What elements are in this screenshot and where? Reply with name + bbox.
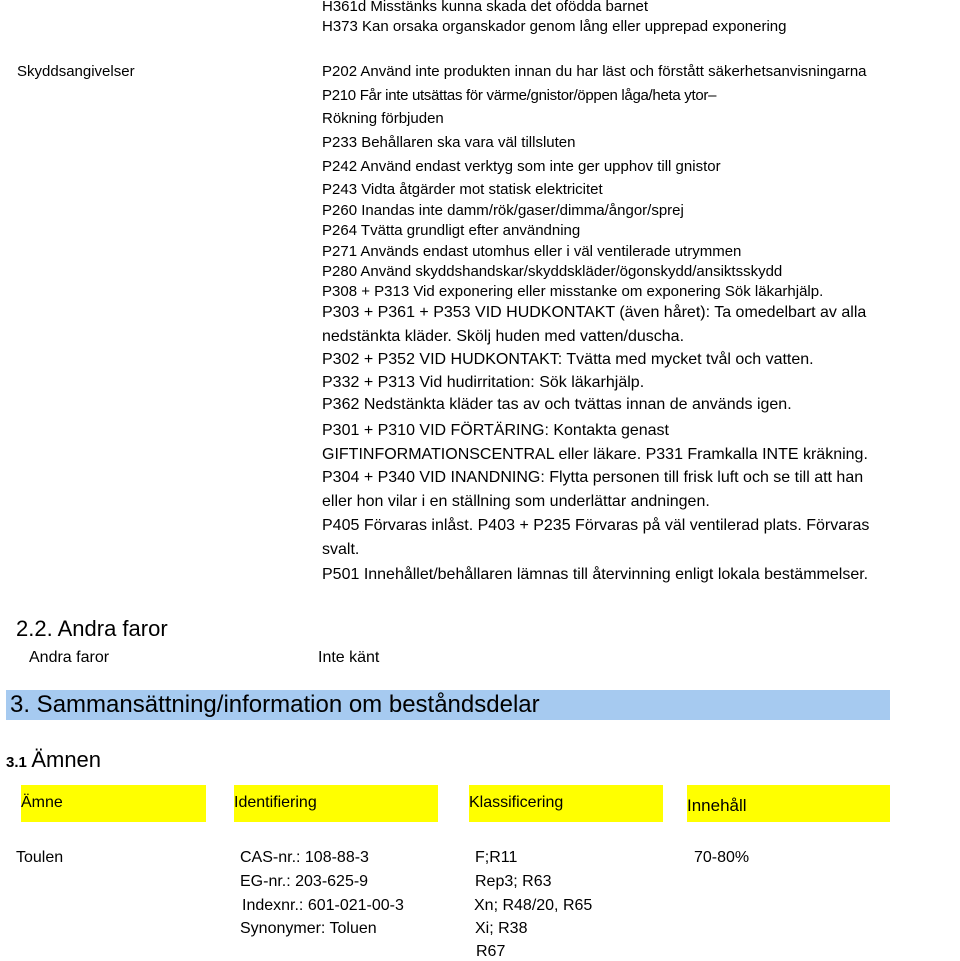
precautionary-line: P302 + P352 VID HUDKONTAKT: Tvätta med mycket tvål och vatten. [322,351,814,368]
subheading-title: Ämnen [31,747,102,772]
hazard-statement: H361d Misstänks kunna skada det ofödda barnet [322,0,649,15]
other-hazards-label: Andra faror [29,649,110,666]
precautionary-line: P304 + P340 VID INANDNING: Flytta personen till frisk luft och se till att han [322,469,864,486]
hazard-statement: H373 Kan orsaka organskador genom lång eller upprepad exponering [322,18,787,35]
other-hazards-heading: 2.2. Andra faror [16,616,168,641]
substance-name: Toulen [16,849,64,866]
precautionary-line: P242 Använd endast verktyg som inte ger upphov till gnistor [322,158,721,175]
precautionary-line: svalt. [322,541,360,558]
precautionary-line: P271 Används endast utomhus eller i väl ventilerade utrymmen [322,243,742,260]
classification-line: Rep3; R63 [475,873,552,890]
precautionary-line: P362 Nedstänkta kläder tas av och tvättas innan de används igen. [322,396,792,413]
precautionary-line: P332 + P313 Vid hudirritation: Sök läkarhjälp. [322,374,645,391]
classification-line: R67 [476,943,506,960]
precautionary-line: P303 + P361 + P353 VID HUDKONTAKT (även håret): Ta omedelbart av alla [322,304,867,321]
section-3-title: 3. Sammansättning/information om beståndsdelar [10,691,540,718]
identifier-line: CAS-nr.: 108-88-3 [240,849,369,866]
precautionary-line: P233 Behållaren ska vara väl tillsluten [322,134,576,151]
table-header-classification [469,785,663,822]
precautionary-line: P308 + P313 Vid exponering eller misstanke om exponering Sök läkarhjälp. [322,283,824,300]
precautionary-line: P210 Får inte utsättas för värme/gnistor/öppen låga/heta ytor– [322,87,717,104]
section-3-bar [6,690,890,720]
precautionary-line: P260 Inandas inte damm/rök/gaser/dimma/ångor/sprej [322,202,684,219]
table-header-substance [21,785,206,822]
classification-line: F;R11 [475,849,518,866]
classification-line: Xi; R38 [475,920,528,937]
identifier-line: EG-nr.: 203-625-9 [240,873,369,890]
header-label: Identifiering [234,794,317,811]
table-header-content [687,785,890,822]
identifier-line: Synonymer: Toluen [240,920,377,937]
precautionary-line: P202 Använd inte produkten innan du har läst och förstått säkerhetsanvisningarna [322,63,867,80]
precautionary-line: nedstänkta kläder. Skölj huden med vatten/duscha. [322,328,685,345]
precautionary-line: P301 + P310 VID FÖRTÄRING: Kontakta genast [322,422,669,439]
header-label: Klassificering [469,794,564,811]
classification-line: Xn; R48/20, R65 [474,897,593,914]
table-header-identification [234,785,438,822]
header-label: Innehåll [687,796,747,815]
precautionary-line: Rökning förbjuden [322,110,444,127]
substances-subheading [6,746,101,777]
precautionary-label: Skyddsangivelser [17,63,135,80]
content-value: 70-80% [694,849,750,866]
identifier-line: Indexnr.: 601-021-00-3 [242,897,404,914]
subheading-number: 3.1 [6,754,27,771]
precautionary-line: P405 Förvaras inlåst. P403 + P235 Förvaras på väl ventilerad plats. Förvaras [322,517,870,534]
other-hazards-value: Inte känt [318,649,380,666]
precautionary-line: P243 Vidta åtgärder mot statisk elektricitet [322,181,603,198]
precautionary-line: P264 Tvätta grundligt efter användning [322,222,581,239]
precautionary-line: eller hon vilar i en ställning som underlättar andningen. [322,493,710,510]
precautionary-line: P280 Använd skyddshandskar/skyddskläder/ögonskydd/ansiktsskydd [322,263,783,280]
precautionary-line: P501 Innehållet/behållaren lämnas till återvinning enligt lokala bestämmelser. [322,566,869,583]
precautionary-line: GIFTINFORMATIONSCENTRAL eller läkare. P331 Framkalla INTE kräkning. [322,446,868,463]
header-label: Ämne [21,794,63,811]
